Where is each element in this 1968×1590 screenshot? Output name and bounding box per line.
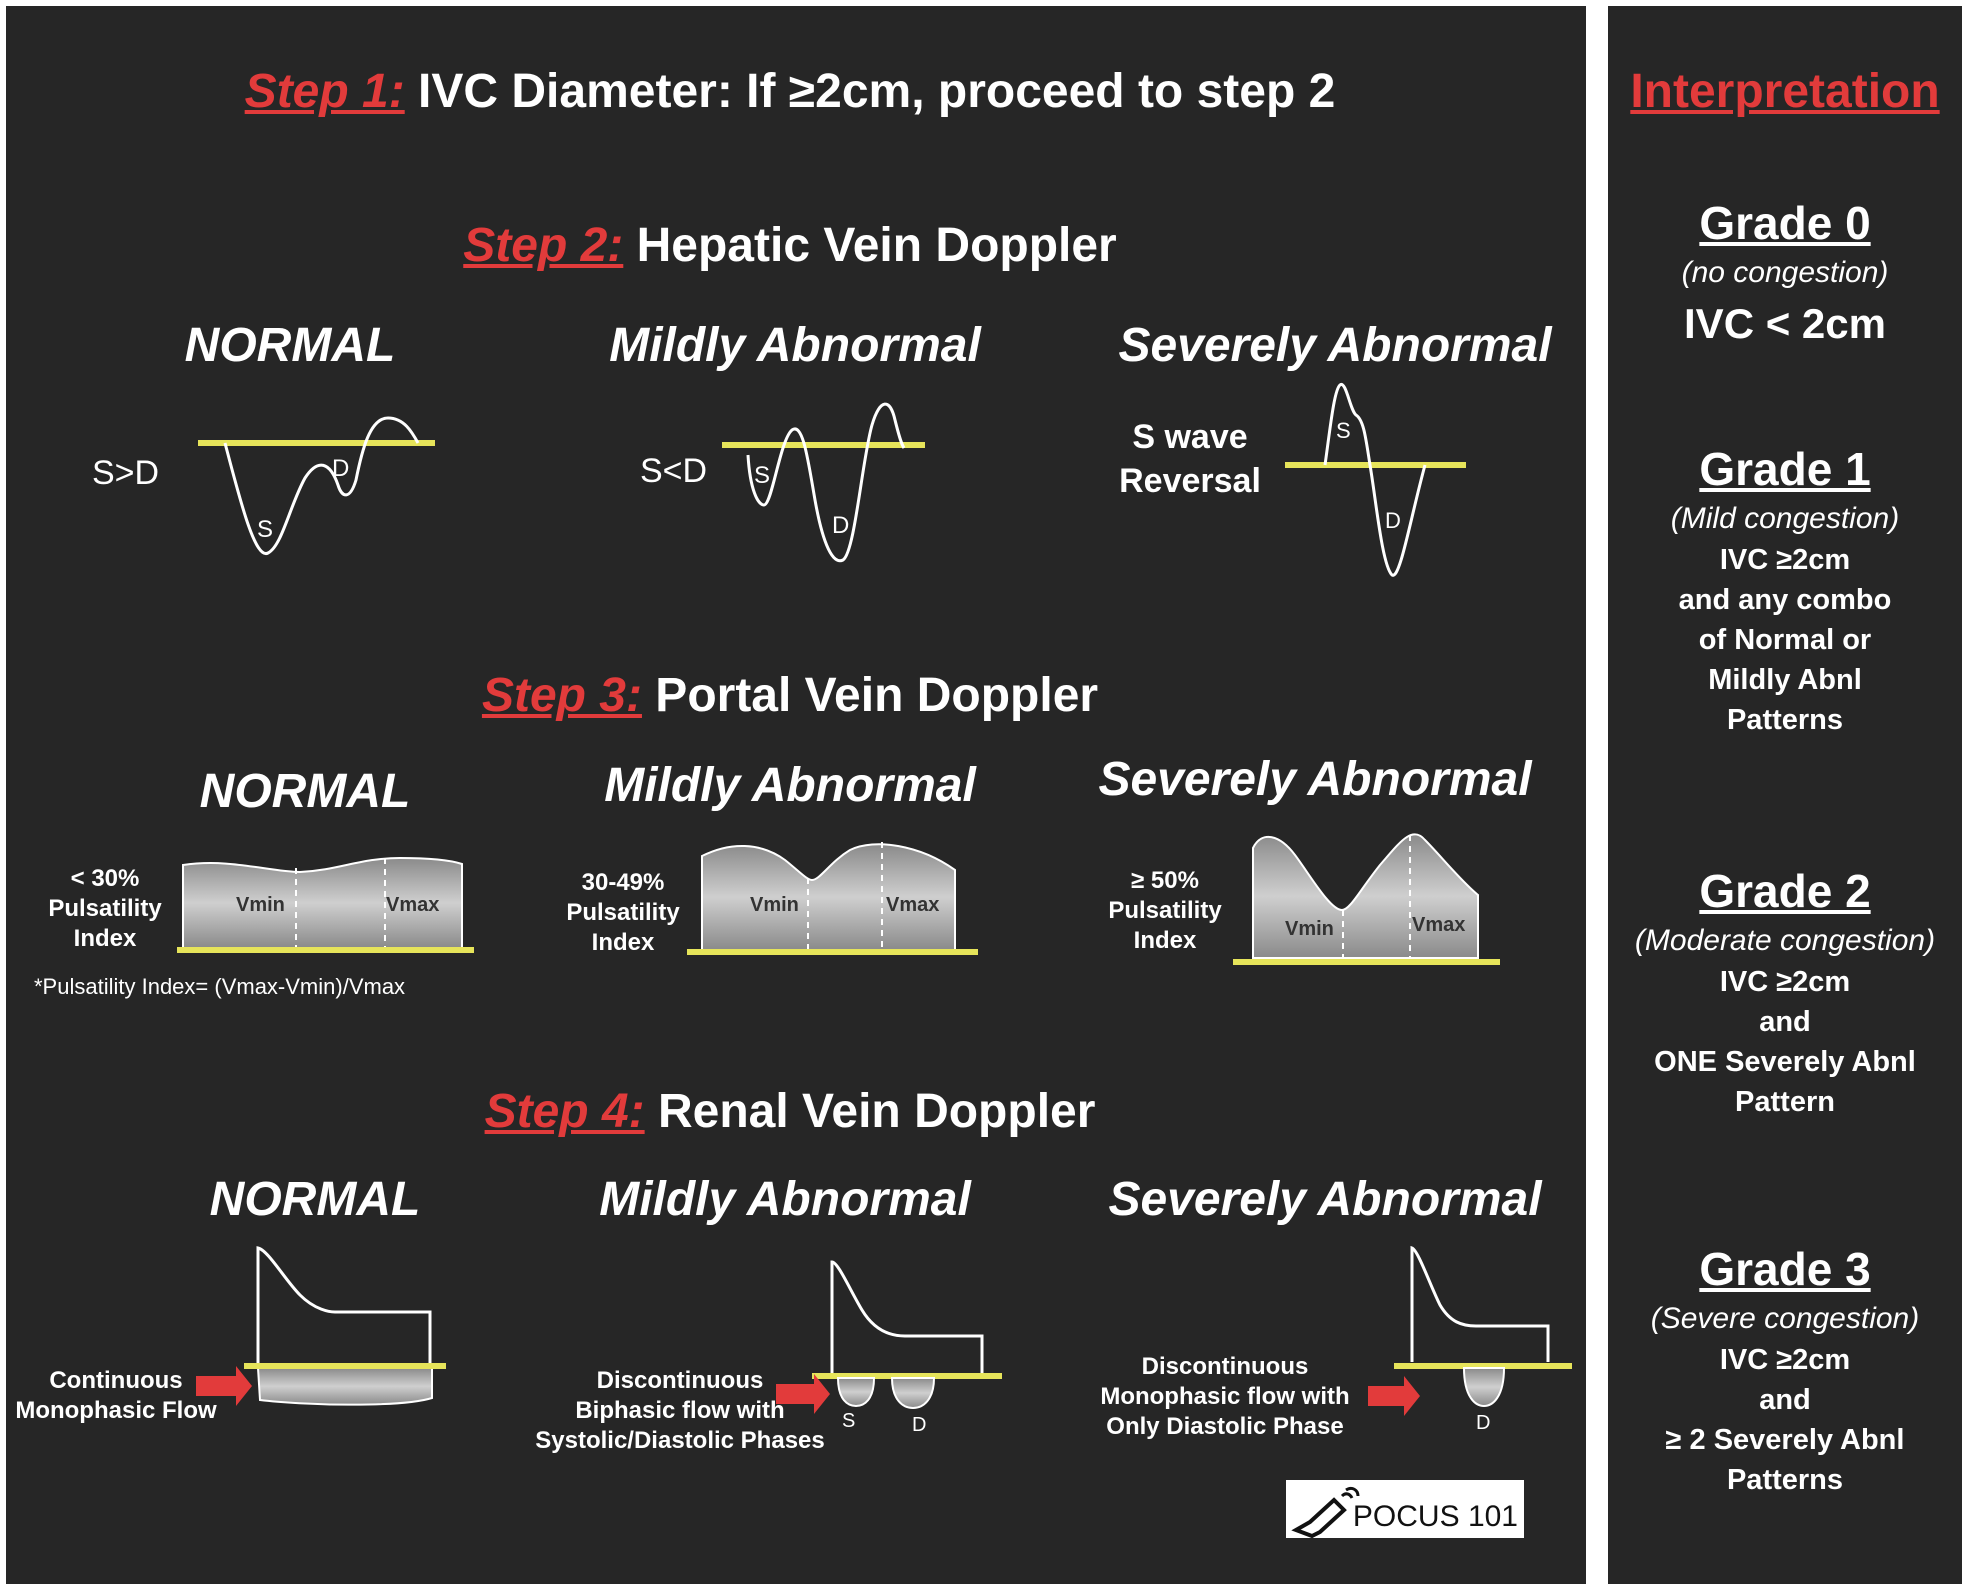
renal-severe-waveform (1368, 1248, 1572, 1416)
renal-mild-caption: Discontinuous Biphasic flow with Systolic/Diastolic Phases (535, 1367, 825, 1454)
probe-icon (1290, 1482, 1360, 1538)
portal-severe-title: Severely Abnormal (1098, 753, 1532, 806)
grade3-block (1608, 1242, 1962, 1500)
grade0-body: IVC < 2cm (1684, 300, 1886, 347)
portal-mild-caption: 30-49% Pulsatility Index (566, 869, 680, 956)
portal-severe-caption: ≥ 50% Pulsatility Index (1108, 867, 1222, 954)
grade1-body-5: Patterns (1726, 704, 1844, 736)
grade2-body-1: IVC ≥2cm (1719, 966, 1851, 998)
grade2-body-2: and (1759, 1006, 1811, 1038)
grade2-block (1608, 864, 1962, 1122)
pocus-logo (1286, 1480, 1524, 1538)
pulsatility-footnote: *Pulsatility Index= (Vmax-Vmin)/Vmax (34, 974, 406, 999)
renal-severe-title: Severely Abnormal (1108, 1173, 1542, 1226)
grade1-body-1: IVC ≥2cm (1719, 544, 1851, 576)
portal-mild-title: Mildly Abnormal (604, 759, 976, 812)
hepatic-severe-s-label: S (1336, 418, 1351, 443)
grade3-body-3: ≥ 2 Severely Abnl (1665, 1424, 1905, 1456)
hepatic-severe-waveform (1285, 384, 1466, 575)
step1-heading: Step 1: IVC Diameter: If ≥2cm, proceed to step 2 (244, 65, 1336, 118)
renal-mild-d-label: D (912, 1414, 927, 1436)
grade3-body-4: Patterns (1726, 1464, 1844, 1496)
hepatic-mild-caption: S<D (640, 452, 708, 490)
hepatic-severe-d-label: D (1385, 508, 1401, 533)
grade0-sub: (no congestion) (1681, 256, 1889, 289)
grade0-title: Grade 0 (1699, 197, 1871, 249)
portal-severe-waveform (1233, 834, 1500, 962)
hepatic-normal-s-label: S (257, 516, 274, 543)
portal-mild-vmin: Vmin (750, 894, 799, 916)
portal-normal-title: NORMAL (199, 765, 411, 818)
grade1-sub: (Mild congestion) (1670, 502, 1900, 535)
renal-severe-caption: Discontinuous Monophasic flow with Only Diastolic Phase (1100, 1353, 1350, 1440)
renal-mild-s-label: S (842, 1410, 856, 1432)
hepatic-mild-d-label: D (832, 512, 850, 539)
grade3-sub: (Severe congestion) (1650, 1302, 1920, 1335)
step4-heading: Step 4: Renal Vein Doppler (484, 1085, 1096, 1138)
grade2-title: Grade 2 (1699, 865, 1871, 917)
hepatic-normal-caption: S>D (92, 454, 160, 492)
interpretation-title: Interpretation (1630, 65, 1940, 118)
hepatic-mild-waveform (722, 404, 925, 561)
portal-severe-vmax: Vmax (1412, 914, 1466, 936)
grade1-body-3: of Normal or (1698, 624, 1872, 656)
portal-normal-vmin: Vmin (236, 894, 285, 916)
portal-normal-vmax: Vmax (386, 894, 440, 916)
grade2-sub: (Moderate congestion) (1634, 924, 1936, 957)
grade1-body-4: Mildly Abnl (1708, 664, 1862, 696)
grade0-block (1608, 196, 1962, 347)
hepatic-severe-title: Severely Abnormal (1118, 319, 1552, 372)
grade2-body-4: Pattern (1735, 1086, 1835, 1118)
hepatic-normal-waveform (198, 418, 435, 554)
step2-heading: Step 2: Hepatic Vein Doppler (463, 219, 1117, 272)
grade1-title: Grade 1 (1699, 443, 1871, 495)
hepatic-normal-title: NORMAL (184, 319, 396, 372)
grade2-body-3: ONE Severely Abnl (1654, 1046, 1916, 1078)
grade3-body-1: IVC ≥2cm (1719, 1344, 1851, 1376)
renal-mild-title: Mildly Abnormal (599, 1173, 971, 1226)
grade1-body-2: and any combo (1678, 584, 1892, 616)
grade3-title: Grade 3 (1699, 1243, 1871, 1295)
hepatic-severe-caption-1: S wave (1132, 418, 1248, 456)
grade3-body-2: and (1759, 1384, 1811, 1416)
step3-heading: Step 3: Portal Vein Doppler (481, 669, 1099, 722)
portal-severe-vmin: Vmin (1285, 918, 1334, 940)
renal-normal-title: NORMAL (209, 1173, 421, 1226)
hepatic-severe-caption-2: Reversal (1119, 462, 1261, 500)
hepatic-mild-title: Mildly Abnormal (609, 319, 981, 372)
portal-mild-vmax: Vmax (886, 894, 940, 916)
hepatic-normal-d-label: D (332, 455, 350, 482)
logo-text: POCUS 101 (1352, 1500, 1518, 1533)
portal-normal-caption: < 30% Pulsatility Index (48, 865, 162, 952)
renal-normal-waveform (196, 1248, 446, 1406)
renal-severe-d-label: D (1476, 1412, 1491, 1434)
renal-normal-caption: Continuous Monophasic Flow (15, 1367, 217, 1424)
grade1-block (1608, 442, 1962, 740)
hepatic-mild-s-label: S (754, 462, 771, 489)
